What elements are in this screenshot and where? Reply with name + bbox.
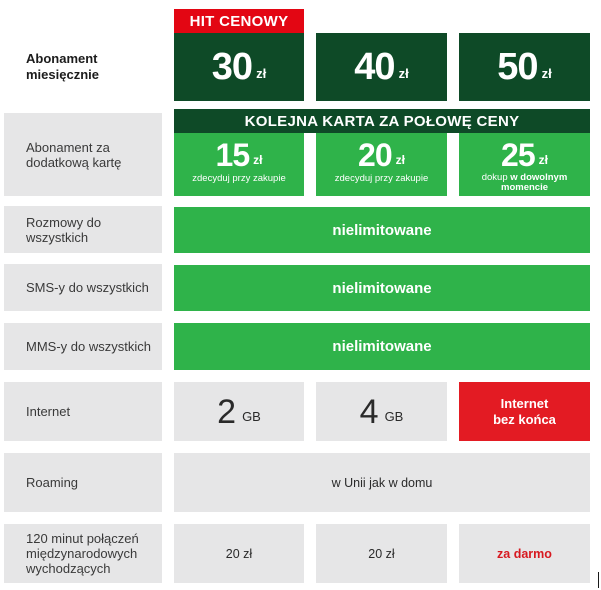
internet-unit: GB <box>242 409 261 424</box>
extra-price-value: 20 <box>358 137 392 173</box>
row-label-sms: SMS-y do wszystkich <box>4 264 162 311</box>
mms-value: nielimitowane <box>174 323 590 370</box>
extra-price-value: 15 <box>215 137 250 173</box>
plan-30-price[interactable] <box>174 33 304 101</box>
extra-card-20 <box>316 133 447 196</box>
extra-note-prefix: dokup <box>481 172 511 183</box>
text-cursor-mark <box>598 572 599 588</box>
row-label-calls: Rozmowy do wszystkich <box>4 206 162 253</box>
plan-currency: zł <box>256 66 267 81</box>
plan-currency: zł <box>398 66 409 81</box>
internet-unit: GB <box>384 409 404 424</box>
row-label-internet: Internet <box>4 382 162 441</box>
plan-price-value: 30 <box>211 46 253 88</box>
intl-value-30: 20 zł <box>174 524 304 583</box>
extra-card-15 <box>174 133 304 196</box>
roaming-value: w Unii jak w domu <box>174 453 590 512</box>
row-label-extra-card: Abonament za dodatkową kartę <box>4 113 162 196</box>
half-price-banner: KOLEJNA KARTA ZA POŁOWĘ CENY <box>174 109 590 133</box>
extra-note: zdecyduj przy zakupie <box>192 173 286 184</box>
row-label-abonament: Abonament miesięcznie <box>26 51 99 82</box>
extra-note: zdecyduj przy zakupie <box>334 173 429 184</box>
extra-currency: zł <box>253 153 263 167</box>
sms-value: nielimitowane <box>174 265 590 311</box>
internet-unlimited: Internet bez końca <box>459 382 590 441</box>
extra-card-25 <box>459 133 590 196</box>
intl-value-50: za darmo <box>459 524 590 583</box>
plan-price-value: 50 <box>497 46 538 88</box>
row-label-roaming: Roaming <box>4 453 162 512</box>
internet-4gb <box>316 382 447 441</box>
internet-amount: 4 <box>359 392 379 431</box>
calls-value: nielimitowane <box>174 207 590 253</box>
plan-50-price[interactable] <box>459 33 590 101</box>
extra-currency: zł <box>395 153 405 167</box>
row-label-mms: MMS-y do wszystkich <box>4 323 162 370</box>
extra-note-bold: w dowolnym momencie <box>501 172 568 193</box>
hit-cenowy-badge: HIT CENOWY <box>174 9 304 33</box>
extra-currency: zł <box>538 153 548 167</box>
plan-currency: zł <box>541 66 552 81</box>
row-label-intl: 120 minut połączeń międzynarodowych wychodzących <box>4 524 162 583</box>
plan-price-value: 40 <box>354 46 395 88</box>
extra-note <box>477 173 573 193</box>
internet-2gb <box>174 382 304 441</box>
extra-price-value: 25 <box>501 137 535 173</box>
intl-value-40: 20 zł <box>316 524 447 583</box>
internet-amount: 2 <box>217 392 237 431</box>
plan-40-price[interactable] <box>316 33 447 101</box>
